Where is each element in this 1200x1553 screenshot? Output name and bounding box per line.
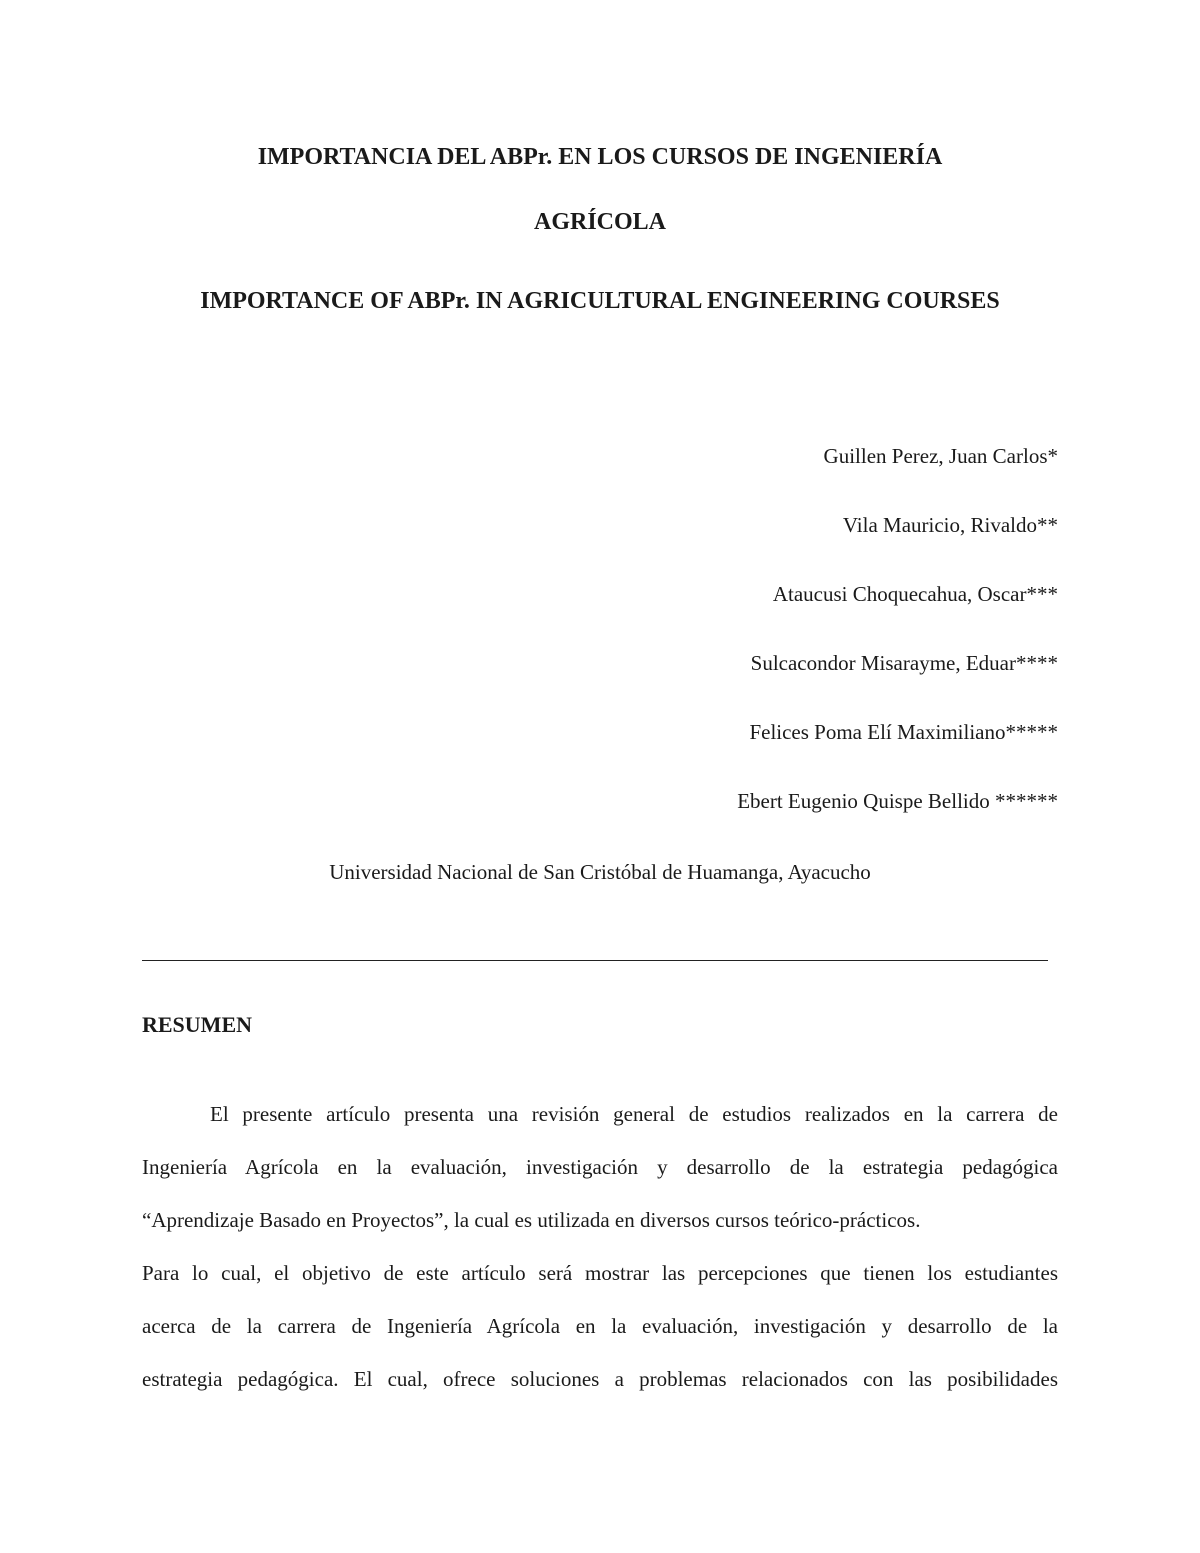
affiliation: Universidad Nacional de San Cristóbal de Huamanga, Ayacucho (329, 860, 871, 884)
horizontal-divider (142, 960, 1048, 961)
author-6: Ebert Eugenio Quispe Bellido ****** (737, 789, 1058, 813)
author-1: Guillen Perez, Juan Carlos* (823, 444, 1058, 468)
abstract-body (142, 1088, 1058, 1406)
title-english: IMPORTANCE OF ABPr. IN AGRICULTURAL ENGINEERING COURSES (200, 288, 1000, 314)
author-4: Sulcacondor Misarayme, Eduar**** (750, 651, 1058, 675)
abstract-line-5: acerca de la carrera de Ingeniería Agrícola en la evaluación, investigación y desarrollo de la (142, 1314, 1058, 1338)
author-2: Vila Mauricio, Rivaldo** (842, 513, 1058, 537)
abstract-line-6: estrategia pedagógica. El cual, ofrece soluciones a problemas relacionados con las posibilidades (142, 1367, 1058, 1391)
abstract-line-1: El presente artículo presenta una revisión general de estudios realizados en la carrera de (210, 1102, 1058, 1126)
author-list (737, 442, 1058, 856)
abstract-line-3: “Aprendizaje Basado en Proyectos”, la cual es utilizada en diversos cursos teórico-prácticos. (142, 1208, 921, 1232)
title-spanish-line-1: IMPORTANCIA DEL ABPr. EN LOS CURSOS DE INGENIERÍA (257, 144, 943, 170)
title-spanish-line-2: AGRÍCOLA (533, 209, 666, 235)
section-heading-resumen: RESUMEN (142, 1012, 253, 1037)
author-5: Felices Poma Elí Maximiliano***** (749, 720, 1058, 744)
abstract-line-4: Para lo cual, el objetivo de este artículo será mostrar las percepciones que tienen los estudiantes (142, 1261, 1058, 1285)
abstract-line-2: Ingeniería Agrícola en la evaluación, investigación y desarrollo de la estrategia pedagógica (142, 1155, 1058, 1179)
author-3: Ataucusi Choquecahua, Oscar*** (772, 582, 1058, 606)
